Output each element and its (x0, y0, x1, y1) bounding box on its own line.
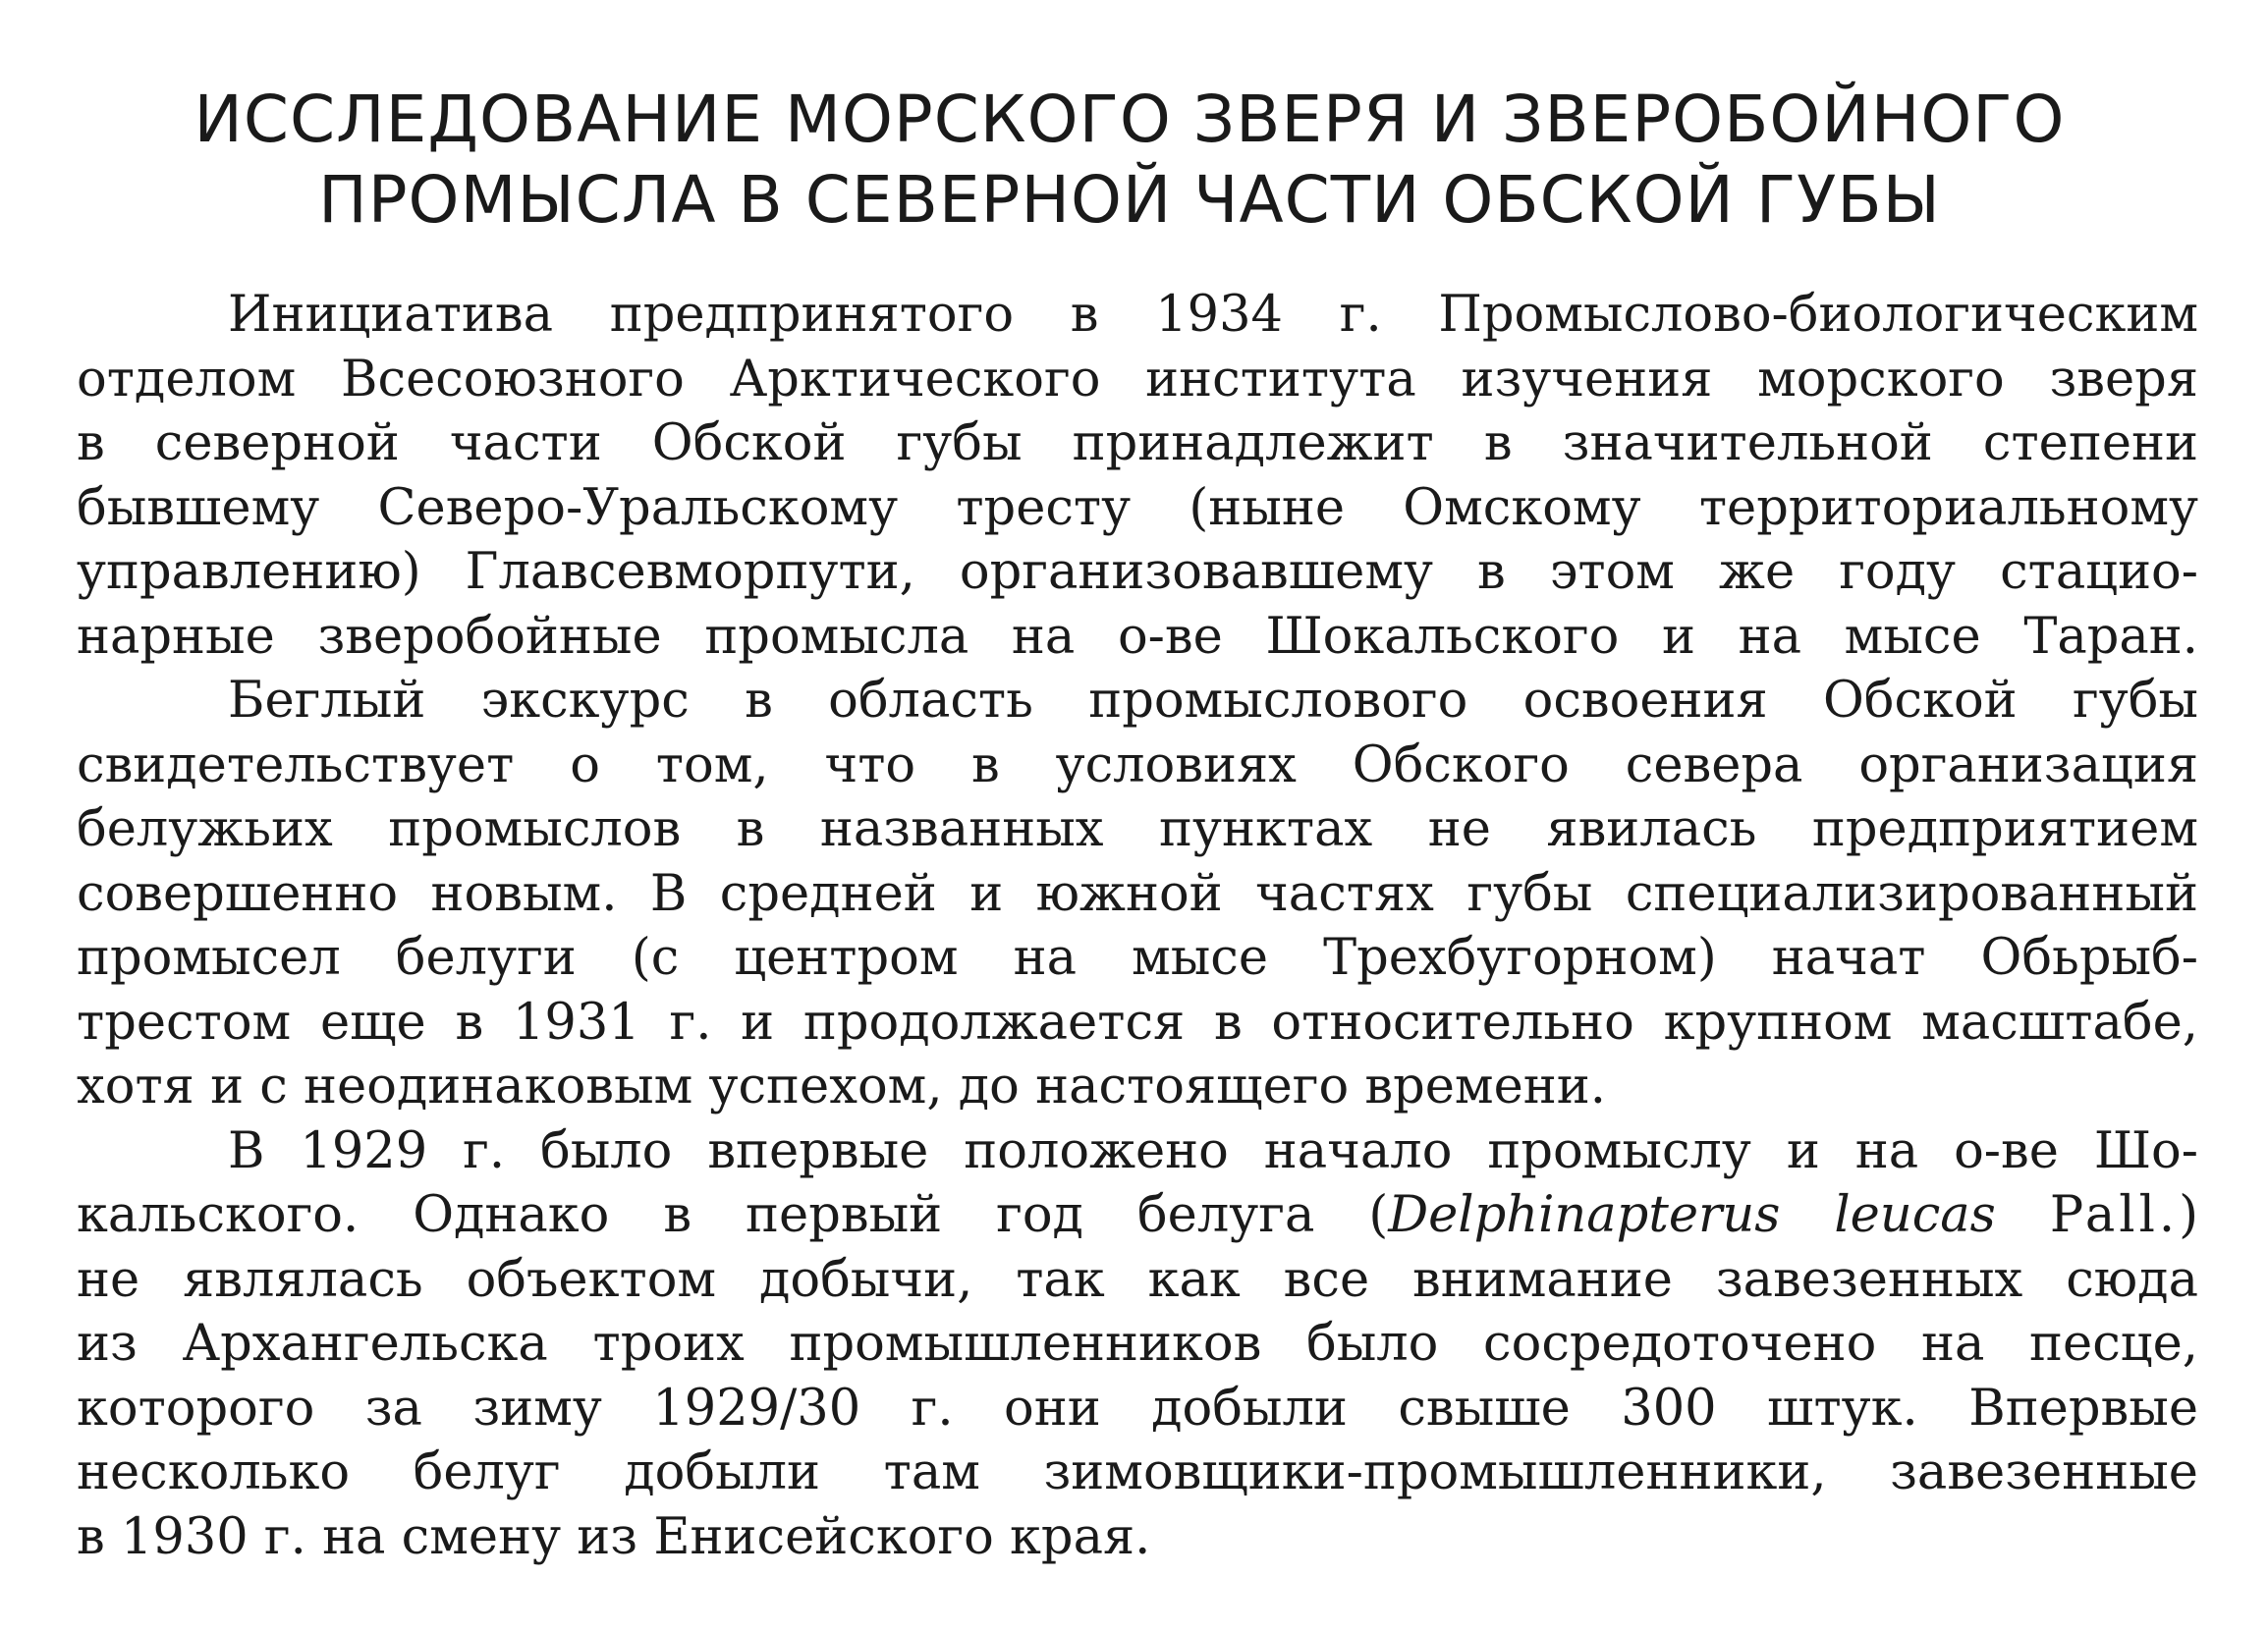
paragraph-2-line-7: хотя и с неодинаковым успехом, до настоящего времени. (77, 1058, 1606, 1115)
paragraph-1-line-3: в северной части Обской губы принадлежит в значительной степени (77, 414, 2198, 472)
paragraph-1-line-5: управлению) Главсевморпути, организовавшему в этом же году стацио- (77, 543, 2198, 601)
paragraph-2-line-1: Беглый экскурс в область промыслового освоения Обской губы (228, 672, 2198, 730)
paragraph-1-line-1: Инициатива предпринятого в 1934 г. Промыслово-биологическим (228, 286, 2198, 344)
article-title-line-2: ПРОМЫСЛА В СЕВЕРНОЙ ЧАСТИ ОБСКОЙ ГУБЫ (318, 162, 1941, 238)
paragraph-3-line-4: из Архангельска троих промышленников было сосредоточено на песце, (77, 1315, 2198, 1373)
paragraph-1-line-2: отделом Всесоюзного Арктического института изучения морского зверя (77, 350, 2198, 408)
paragraph-3-line-3: не являлась объектом добычи, так как все внимание завезенных сюда (77, 1250, 2198, 1309)
paragraph-2-line-5: промысел белуги (с центром на мысе Трехбугорном) начат Обьрыб- (77, 929, 2198, 987)
paragraph-3-line-2 (77, 1183, 2198, 1248)
article-body (77, 283, 2198, 1569)
species-author: Pall. (2049, 1186, 2180, 1244)
paragraph-1-line-6: нарные зверобойные промысла на о-ве Шокальского и на мысе Таран. (77, 607, 2198, 666)
paragraph-3-line-2-close: ) (2179, 1186, 2198, 1244)
paragraph-3-line-5: которого за зиму 1929/30 г. они добыли свыше 300 штук. Впервые (77, 1379, 2198, 1438)
paragraph-2-line-2: свидетельствует о том, что в условиях Обского севера организация (77, 735, 2198, 794)
paragraph-2-line-3: белужьих промыслов в названных пунктах не явилась предприятием (77, 800, 2198, 858)
paragraph-2-line-6: трестом еще в 1931 г. и продолжается в относительно крупном масштабе, (77, 993, 2198, 1052)
species-latin-name: Delphinapterus leucas (1388, 1186, 1996, 1244)
paragraph-3-line-2-text: кальского. Однако в первый год белуга ( (77, 1186, 1389, 1244)
paragraph-2-line-4: совершенно новым. В средней и южной частях губы специализированный (77, 864, 2198, 923)
paragraph-3-line-7: в 1930 г. на смену из Енисейского края. (77, 1507, 1151, 1566)
paragraph-3-line-6: несколько белуг добыли там зимовщики-промышленники, завезенные (77, 1443, 2198, 1501)
paragraph-3-line-1: В 1929 г. было впервые положено начало промыслу и на о-ве Шо- (228, 1121, 2198, 1180)
article-title-line-1: ИССЛЕДОВАНИЕ МОРСКОГО ЗВЕРЯ И ЗВЕРОБОЙНОГО (194, 82, 2066, 157)
paragraph-1-line-4: бывшему Северо-Уральскому тресту (ныне Омскому территориальному (77, 478, 2198, 537)
